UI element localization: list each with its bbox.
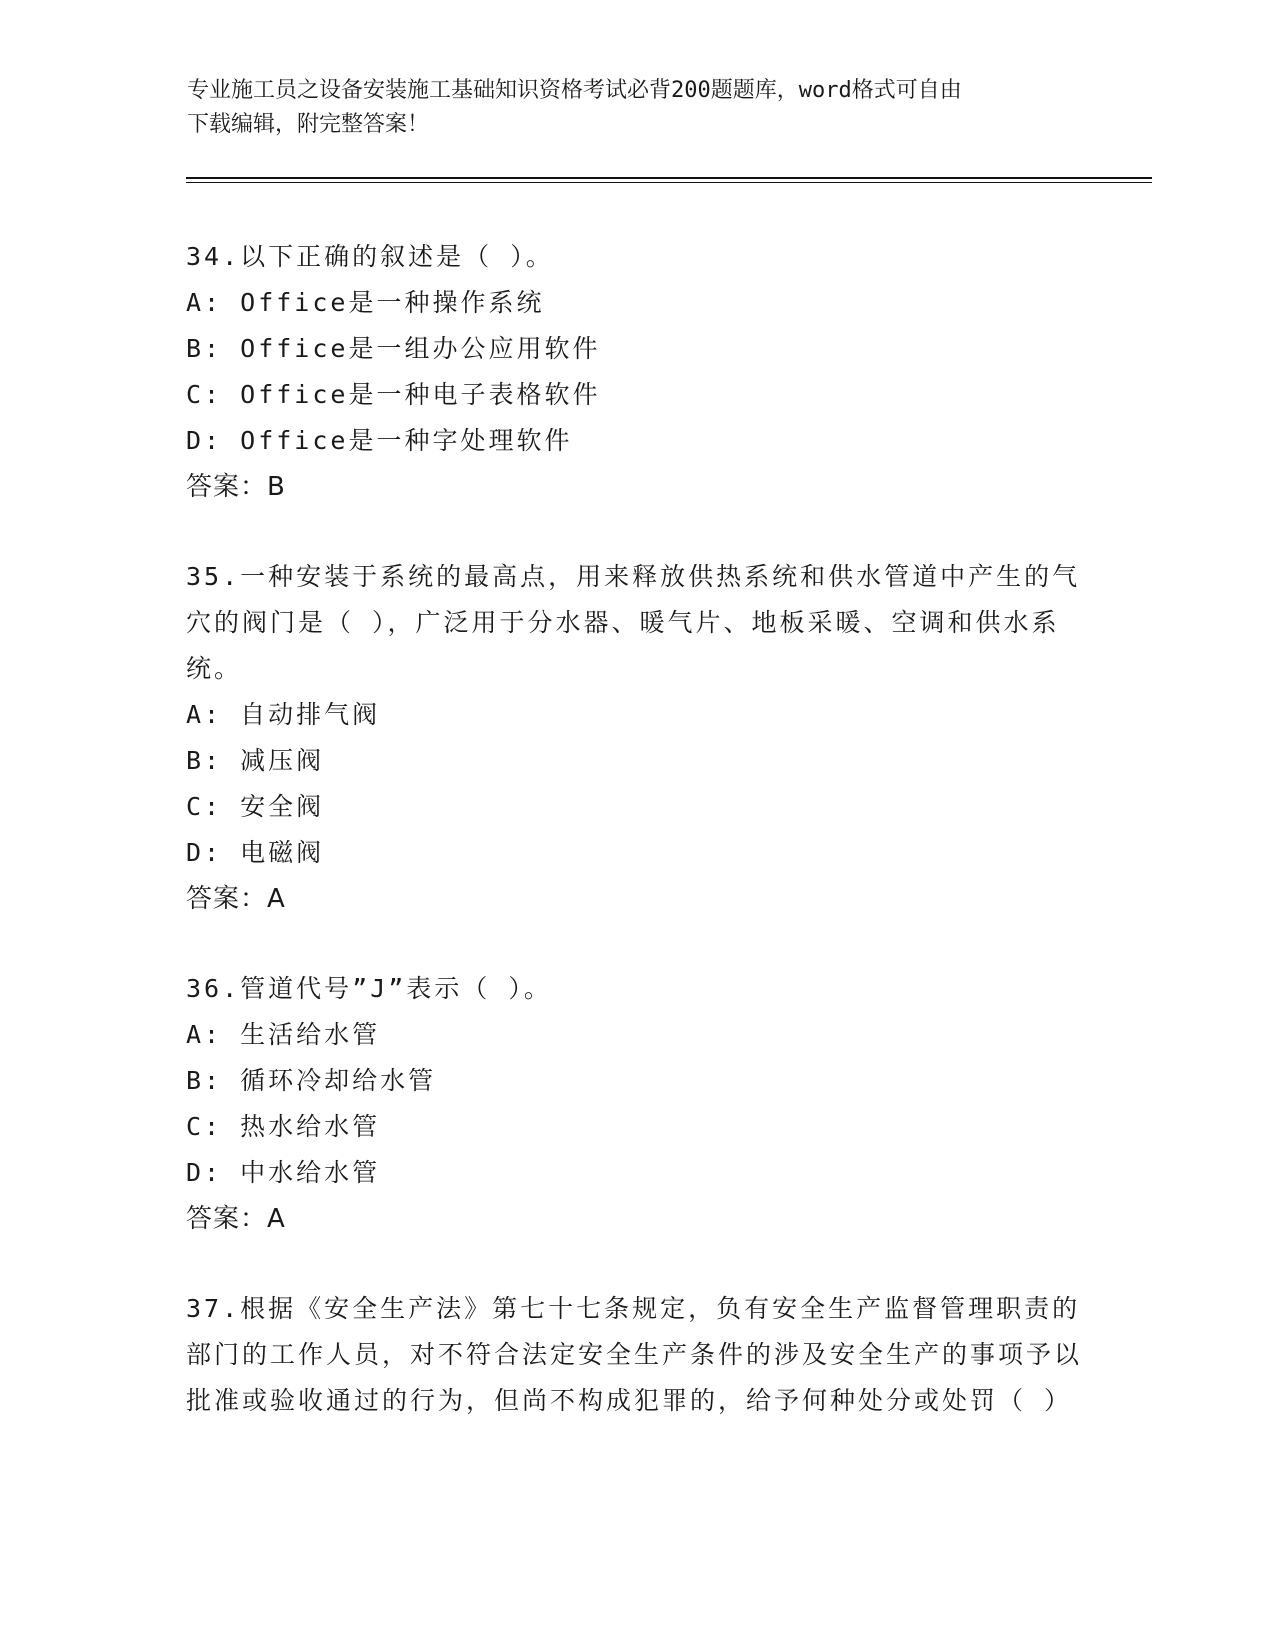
option-a: A: 自动排气阀 (186, 700, 381, 729)
header-line-1: 专业施工员之设备安装施工基础知识资格考试必背200题题库，word格式可自由 (187, 78, 962, 103)
question-34 (186, 234, 1086, 510)
option-a: A: 生活给水管 (186, 1020, 381, 1049)
option-d: D: 电磁阀 (186, 838, 325, 867)
question-37 (186, 1286, 1086, 1424)
option-c: C: 热水给水管 (186, 1112, 381, 1141)
question-36 (186, 966, 1086, 1242)
header-line-2: 下载编辑，附完整答案！ (187, 112, 430, 137)
question-list (186, 234, 1086, 1468)
option-d: D: 中水给水管 (186, 1158, 381, 1187)
option-b: B: 减压阀 (186, 746, 325, 775)
document-header (187, 74, 1067, 142)
option-d: D: Office是一种字处理软件 (186, 426, 573, 455)
answer: 答案：A (186, 1204, 286, 1234)
question-text: 34.以下正确的叙述是（ ）。 (186, 242, 554, 271)
option-b: B: 循环冷却给水管 (186, 1066, 437, 1095)
answer: 答案：B (186, 472, 286, 502)
option-a: A: Office是一种操作系统 (186, 288, 545, 317)
header-divider-thin (186, 182, 1152, 183)
option-c: C: 安全阀 (186, 792, 325, 821)
question-text: 37.根据《安全生产法》第七十七条规定，负有安全生产监督管理职责的部门的工作人员，对不符合法定安全生产条件的涉及安全生产的事项予以批准或验收通过的行为，但尚不构成犯罪的，给予何种处分或处罚（ ） (186, 1294, 1083, 1415)
question-text: 36.管道代号”J”表示（ ）。 (186, 974, 552, 1003)
option-b: B: Office是一组办公应用软件 (186, 334, 601, 363)
answer: 答案：A (186, 884, 286, 914)
header-divider-thick (186, 177, 1152, 179)
option-c: C: Office是一种电子表格软件 (186, 380, 601, 409)
question-text: 35.一种安装于系统的最高点，用来释放供热系统和供水管道中产生的气穴的阀门是（ ），广泛用于分水器、暖气片、地板采暖、空调和供水系统。 (186, 562, 1081, 683)
question-35 (186, 554, 1086, 922)
